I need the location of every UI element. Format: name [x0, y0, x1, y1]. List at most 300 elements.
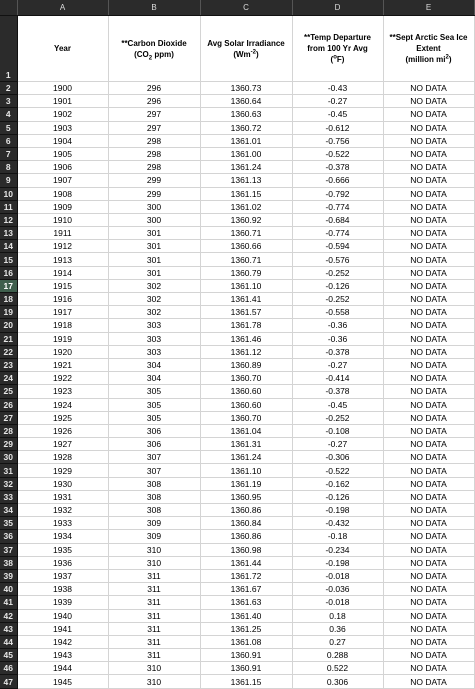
cell-year[interactable]: 1933 [17, 517, 108, 530]
header-temp-unit-pre: ( [330, 55, 334, 64]
cell-year[interactable]: 1927 [17, 438, 108, 451]
cell-year[interactable]: 1932 [17, 504, 108, 517]
cell-year[interactable]: 1924 [17, 398, 108, 411]
cell-solar[interactable]: 1361.00 [200, 147, 292, 160]
cell-ice[interactable]: NO DATA [383, 240, 474, 253]
cell-co2[interactable]: 310 [108, 556, 200, 569]
cell-temp[interactable]: -0.162 [292, 477, 383, 490]
cell-co2[interactable]: 301 [108, 266, 200, 279]
cell-co2[interactable]: 304 [108, 358, 200, 371]
row-number[interactable]: 41 [0, 596, 17, 609]
cell-temp[interactable]: -0.522 [292, 147, 383, 160]
cell-co2[interactable]: 307 [108, 464, 200, 477]
cell-co2[interactable]: 311 [108, 649, 200, 662]
cell-temp[interactable]: -0.018 [292, 596, 383, 609]
table-row [0, 213, 474, 226]
header-cell-temp[interactable] [292, 16, 383, 82]
cell-year[interactable]: 1910 [17, 213, 108, 226]
row-number[interactable]: 46 [0, 662, 17, 675]
cell-year[interactable]: 1938 [17, 583, 108, 596]
cell-year[interactable]: 1923 [17, 385, 108, 398]
row-number[interactable]: 28 [0, 424, 17, 437]
row-number[interactable]: 29 [0, 438, 17, 451]
cell-temp[interactable]: -0.252 [292, 293, 383, 306]
cell-solar[interactable]: 1360.60 [200, 398, 292, 411]
cell-solar[interactable]: 1361.08 [200, 635, 292, 648]
cell-co2[interactable]: 301 [108, 240, 200, 253]
cell-ice[interactable]: NO DATA [383, 345, 474, 358]
cell-year[interactable]: 1912 [17, 240, 108, 253]
cell-temp[interactable]: -0.198 [292, 504, 383, 517]
select-all-corner[interactable] [0, 0, 17, 16]
row-number[interactable]: 8 [0, 161, 17, 174]
cell-ice[interactable]: NO DATA [383, 266, 474, 279]
cell-co2[interactable]: 301 [108, 253, 200, 266]
cell-solar[interactable]: 1361.01 [200, 134, 292, 147]
cell-temp[interactable]: -0.774 [292, 227, 383, 240]
cell-temp[interactable]: -0.36 [292, 319, 383, 332]
cell-year[interactable]: 1929 [17, 464, 108, 477]
cell-year[interactable]: 1900 [17, 82, 108, 95]
cell-year[interactable]: 1906 [17, 161, 108, 174]
cell-temp[interactable]: -0.018 [292, 569, 383, 582]
cell-solar[interactable]: 1361.19 [200, 477, 292, 490]
cell-temp[interactable]: -0.252 [292, 266, 383, 279]
cell-solar[interactable]: 1360.64 [200, 95, 292, 108]
column-header-c[interactable]: C [200, 0, 292, 16]
cell-solar[interactable]: 1361.67 [200, 583, 292, 596]
cell-temp[interactable]: -0.27 [292, 358, 383, 371]
cell-solar[interactable]: 1361.10 [200, 279, 292, 292]
cell-temp[interactable]: 0.36 [292, 622, 383, 635]
cell-co2[interactable]: 302 [108, 293, 200, 306]
cell-solar[interactable]: 1360.95 [200, 490, 292, 503]
cell-temp[interactable]: -0.792 [292, 187, 383, 200]
cell-ice[interactable]: NO DATA [383, 464, 474, 477]
row-number[interactable]: 11 [0, 200, 17, 213]
row-number[interactable]: 19 [0, 306, 17, 319]
row-number[interactable]: 27 [0, 411, 17, 424]
cell-ice[interactable]: NO DATA [383, 504, 474, 517]
cell-co2[interactable]: 300 [108, 213, 200, 226]
cell-solar[interactable]: 1360.91 [200, 649, 292, 662]
cell-temp[interactable]: -0.45 [292, 398, 383, 411]
row-number[interactable]: 18 [0, 293, 17, 306]
row-number[interactable]: 17 [0, 279, 17, 292]
cell-year[interactable]: 1913 [17, 253, 108, 266]
cell-co2[interactable]: 305 [108, 398, 200, 411]
cell-year[interactable]: 1915 [17, 279, 108, 292]
cell-ice[interactable]: NO DATA [383, 213, 474, 226]
cell-solar[interactable]: 1360.89 [200, 358, 292, 371]
cell-temp[interactable]: -0.612 [292, 121, 383, 134]
cell-ice[interactable]: NO DATA [383, 583, 474, 596]
cell-temp[interactable]: -0.198 [292, 556, 383, 569]
cell-ice[interactable]: NO DATA [383, 82, 474, 95]
cell-ice[interactable]: NO DATA [383, 187, 474, 200]
header-ice-line2: Extent [416, 44, 441, 53]
cell-year[interactable]: 1908 [17, 187, 108, 200]
header-year-label: Year [54, 44, 71, 53]
row-number[interactable]: 36 [0, 530, 17, 543]
cell-solar[interactable]: 1361.25 [200, 622, 292, 635]
cell-solar[interactable]: 1361.10 [200, 464, 292, 477]
cell-temp[interactable]: -0.45 [292, 108, 383, 121]
cell-temp[interactable]: -0.252 [292, 411, 383, 424]
header-cell-ice[interactable] [383, 16, 474, 82]
column-header-a[interactable]: A [17, 0, 108, 16]
cell-co2[interactable]: 311 [108, 622, 200, 635]
cell-ice[interactable]: NO DATA [383, 649, 474, 662]
cell-ice[interactable]: NO DATA [383, 332, 474, 345]
cell-year[interactable]: 1903 [17, 121, 108, 134]
cell-solar[interactable]: 1361.24 [200, 451, 292, 464]
cell-ice[interactable]: NO DATA [383, 372, 474, 385]
cell-temp[interactable]: -0.43 [292, 82, 383, 95]
cell-year[interactable]: 1925 [17, 411, 108, 424]
row-number[interactable]: 45 [0, 649, 17, 662]
cell-temp[interactable]: -0.558 [292, 306, 383, 319]
cell-solar[interactable]: 1361.78 [200, 319, 292, 332]
cell-solar[interactable]: 1361.41 [200, 293, 292, 306]
row-number[interactable]: 5 [0, 121, 17, 134]
cell-ice[interactable]: NO DATA [383, 662, 474, 675]
cell-year[interactable]: 1940 [17, 609, 108, 622]
cell-ice[interactable]: NO DATA [383, 556, 474, 569]
cell-co2[interactable]: 302 [108, 279, 200, 292]
cell-temp[interactable]: -0.684 [292, 213, 383, 226]
cell-solar[interactable]: 1361.46 [200, 332, 292, 345]
cell-year[interactable]: 1921 [17, 358, 108, 371]
cell-ice[interactable]: NO DATA [383, 451, 474, 464]
row-number[interactable]: 13 [0, 227, 17, 240]
row-number[interactable]: 10 [0, 187, 17, 200]
cell-solar[interactable]: 1360.86 [200, 504, 292, 517]
header-cell-co2[interactable] [108, 16, 200, 82]
cell-temp[interactable]: -0.576 [292, 253, 383, 266]
row-number[interactable]: 38 [0, 556, 17, 569]
table-row [0, 569, 474, 582]
cell-ice[interactable]: NO DATA [383, 161, 474, 174]
row-number[interactable]: 35 [0, 517, 17, 530]
cell-co2[interactable]: 298 [108, 161, 200, 174]
row-number[interactable]: 44 [0, 635, 17, 648]
row-number[interactable]: 31 [0, 464, 17, 477]
cell-solar[interactable]: 1360.91 [200, 662, 292, 675]
row-number[interactable]: 3 [0, 95, 17, 108]
table-row [0, 662, 474, 675]
cell-year[interactable]: 1936 [17, 556, 108, 569]
cell-year[interactable]: 1905 [17, 147, 108, 160]
cell-solar[interactable]: 1360.71 [200, 227, 292, 240]
row-number[interactable]: 43 [0, 622, 17, 635]
cell-solar[interactable]: 1360.92 [200, 213, 292, 226]
cell-temp[interactable]: 0.288 [292, 649, 383, 662]
cell-co2[interactable]: 308 [108, 477, 200, 490]
cell-co2[interactable]: 304 [108, 372, 200, 385]
cell-ice[interactable]: NO DATA [383, 253, 474, 266]
row-number[interactable]: 33 [0, 490, 17, 503]
cell-co2[interactable]: 308 [108, 490, 200, 503]
cell-co2[interactable]: 306 [108, 424, 200, 437]
cell-solar[interactable]: 1361.04 [200, 424, 292, 437]
row-number[interactable]: 12 [0, 213, 17, 226]
cell-temp[interactable]: -0.432 [292, 517, 383, 530]
cell-co2[interactable]: 298 [108, 134, 200, 147]
cell-temp[interactable]: -0.378 [292, 345, 383, 358]
cell-temp[interactable]: -0.108 [292, 424, 383, 437]
cell-ice[interactable]: NO DATA [383, 227, 474, 240]
cell-co2[interactable]: 297 [108, 108, 200, 121]
cell-temp[interactable]: -0.306 [292, 451, 383, 464]
header-solar-unit-post: ) [256, 49, 259, 59]
cell-year[interactable]: 1922 [17, 372, 108, 385]
cell-co2[interactable]: 311 [108, 635, 200, 648]
cell-temp[interactable]: 0.18 [292, 609, 383, 622]
cell-co2[interactable]: 310 [108, 675, 200, 688]
cell-year[interactable]: 1945 [17, 675, 108, 688]
cell-temp[interactable]: -0.36 [292, 332, 383, 345]
cell-solar[interactable]: 1361.31 [200, 438, 292, 451]
row-number[interactable]: 2 [0, 82, 17, 95]
cell-ice[interactable]: NO DATA [383, 530, 474, 543]
table-row [0, 121, 474, 134]
cell-co2[interactable]: 301 [108, 227, 200, 240]
table-row [0, 635, 474, 648]
cell-solar[interactable]: 1361.02 [200, 200, 292, 213]
cell-solar[interactable]: 1360.72 [200, 121, 292, 134]
row-number[interactable]: 14 [0, 240, 17, 253]
table-header-row [0, 16, 474, 82]
cell-year[interactable]: 1926 [17, 424, 108, 437]
row-number[interactable]: 1 [0, 16, 17, 82]
cell-year[interactable]: 1944 [17, 662, 108, 675]
cell-co2[interactable]: 306 [108, 438, 200, 451]
cell-co2[interactable]: 297 [108, 121, 200, 134]
cell-temp[interactable]: -0.414 [292, 372, 383, 385]
column-header-e[interactable]: E [383, 0, 474, 16]
cell-ice[interactable]: NO DATA [383, 147, 474, 160]
cell-year[interactable]: 1919 [17, 332, 108, 345]
row-number[interactable]: 47 [0, 675, 17, 688]
cell-ice[interactable]: NO DATA [383, 95, 474, 108]
cell-co2[interactable]: 299 [108, 174, 200, 187]
cell-ice[interactable]: NO DATA [383, 358, 474, 371]
cell-ice[interactable]: NO DATA [383, 293, 474, 306]
cell-ice[interactable]: NO DATA [383, 319, 474, 332]
cell-ice[interactable]: NO DATA [383, 108, 474, 121]
cell-ice[interactable]: NO DATA [383, 477, 474, 490]
cell-solar[interactable]: 1360.79 [200, 266, 292, 279]
cell-co2[interactable]: 296 [108, 95, 200, 108]
cell-solar[interactable]: 1361.24 [200, 161, 292, 174]
cell-temp[interactable]: 0.306 [292, 675, 383, 688]
cell-ice[interactable]: NO DATA [383, 490, 474, 503]
row-number[interactable]: 9 [0, 174, 17, 187]
cell-year[interactable]: 1901 [17, 95, 108, 108]
cell-year[interactable]: 1941 [17, 622, 108, 635]
cell-year[interactable]: 1935 [17, 543, 108, 556]
cell-solar[interactable]: 1361.63 [200, 596, 292, 609]
column-header-b[interactable]: B [108, 0, 200, 16]
cell-temp[interactable]: -0.378 [292, 385, 383, 398]
row-number[interactable]: 15 [0, 253, 17, 266]
cell-ice[interactable]: NO DATA [383, 517, 474, 530]
cell-ice[interactable]: NO DATA [383, 200, 474, 213]
row-number[interactable]: 23 [0, 358, 17, 371]
cell-co2[interactable]: 309 [108, 517, 200, 530]
cell-temp[interactable]: -0.27 [292, 95, 383, 108]
cell-year[interactable]: 1914 [17, 266, 108, 279]
cell-ice[interactable]: NO DATA [383, 398, 474, 411]
row-number[interactable]: 16 [0, 266, 17, 279]
cell-temp[interactable]: -0.666 [292, 174, 383, 187]
cell-ice[interactable]: NO DATA [383, 543, 474, 556]
cell-temp[interactable]: 0.27 [292, 635, 383, 648]
cell-co2[interactable]: 299 [108, 187, 200, 200]
cell-solar[interactable]: 1361.12 [200, 345, 292, 358]
cell-co2[interactable]: 298 [108, 147, 200, 160]
cell-temp[interactable]: -0.234 [292, 543, 383, 556]
cell-year[interactable]: 1939 [17, 596, 108, 609]
cell-year[interactable]: 1916 [17, 293, 108, 306]
cell-solar[interactable]: 1360.60 [200, 385, 292, 398]
cell-co2[interactable]: 310 [108, 543, 200, 556]
cell-solar[interactable]: 1361.15 [200, 187, 292, 200]
cell-year[interactable]: 1904 [17, 134, 108, 147]
row-number[interactable]: 7 [0, 147, 17, 160]
cell-solar[interactable]: 1361.44 [200, 556, 292, 569]
cell-solar[interactable]: 1360.73 [200, 82, 292, 95]
cell-ice[interactable]: NO DATA [383, 596, 474, 609]
row-number[interactable]: 22 [0, 345, 17, 358]
row-number[interactable]: 40 [0, 583, 17, 596]
row-number[interactable]: 25 [0, 385, 17, 398]
cell-temp[interactable]: -0.126 [292, 279, 383, 292]
row-number[interactable]: 21 [0, 332, 17, 345]
cell-ice[interactable]: NO DATA [383, 174, 474, 187]
cell-year[interactable]: 1934 [17, 530, 108, 543]
cell-temp[interactable]: -0.126 [292, 490, 383, 503]
cell-ice[interactable]: NO DATA [383, 622, 474, 635]
header-cell-year[interactable] [17, 16, 108, 82]
cell-ice[interactable]: NO DATA [383, 306, 474, 319]
cell-year[interactable]: 1931 [17, 490, 108, 503]
cell-solar[interactable]: 1360.98 [200, 543, 292, 556]
cell-temp[interactable]: -0.27 [292, 438, 383, 451]
cell-year[interactable]: 1902 [17, 108, 108, 121]
cell-year[interactable]: 1920 [17, 345, 108, 358]
cell-solar[interactable]: 1361.72 [200, 569, 292, 582]
cell-co2[interactable]: 310 [108, 662, 200, 675]
row-number[interactable]: 26 [0, 398, 17, 411]
cell-co2[interactable]: 311 [108, 569, 200, 582]
cell-ice[interactable]: NO DATA [383, 411, 474, 424]
cell-ice[interactable]: NO DATA [383, 675, 474, 688]
cell-temp[interactable]: -0.036 [292, 583, 383, 596]
cell-solar[interactable]: 1361.13 [200, 174, 292, 187]
cell-co2[interactable]: 303 [108, 345, 200, 358]
cell-year[interactable]: 1942 [17, 635, 108, 648]
cell-year[interactable]: 1930 [17, 477, 108, 490]
cell-ice[interactable]: NO DATA [383, 385, 474, 398]
table-row [0, 358, 474, 371]
cell-year[interactable]: 1917 [17, 306, 108, 319]
cell-ice[interactable]: NO DATA [383, 635, 474, 648]
cell-solar[interactable]: 1360.84 [200, 517, 292, 530]
cell-solar[interactable]: 1360.63 [200, 108, 292, 121]
cell-co2[interactable]: 296 [108, 82, 200, 95]
cell-temp[interactable]: -0.378 [292, 161, 383, 174]
cell-solar[interactable]: 1360.71 [200, 253, 292, 266]
cell-co2[interactable]: 303 [108, 319, 200, 332]
header-temp-line3 [293, 54, 383, 65]
cell-co2[interactable]: 300 [108, 200, 200, 213]
cell-year[interactable]: 1918 [17, 319, 108, 332]
cell-co2[interactable]: 311 [108, 609, 200, 622]
row-number[interactable]: 32 [0, 477, 17, 490]
cell-temp[interactable]: -0.774 [292, 200, 383, 213]
cell-year[interactable]: 1943 [17, 649, 108, 662]
cell-year[interactable]: 1909 [17, 200, 108, 213]
cell-co2[interactable]: 308 [108, 504, 200, 517]
row-number[interactable]: 24 [0, 372, 17, 385]
cell-co2[interactable]: 305 [108, 411, 200, 424]
cell-solar[interactable]: 1360.66 [200, 240, 292, 253]
row-number[interactable]: 34 [0, 504, 17, 517]
row-number[interactable]: 37 [0, 543, 17, 556]
cell-solar[interactable]: 1361.15 [200, 675, 292, 688]
cell-co2[interactable]: 305 [108, 385, 200, 398]
cell-co2[interactable]: 307 [108, 451, 200, 464]
cell-temp[interactable]: -0.522 [292, 464, 383, 477]
row-number[interactable]: 42 [0, 609, 17, 622]
cell-solar[interactable]: 1360.70 [200, 411, 292, 424]
cell-temp[interactable]: -0.756 [292, 134, 383, 147]
cell-ice[interactable]: NO DATA [383, 609, 474, 622]
cell-year[interactable]: 1911 [17, 227, 108, 240]
cell-co2[interactable]: 309 [108, 530, 200, 543]
cell-ice[interactable]: NO DATA [383, 134, 474, 147]
cell-year[interactable]: 1937 [17, 569, 108, 582]
cell-solar[interactable]: 1360.86 [200, 530, 292, 543]
cell-ice[interactable]: NO DATA [383, 438, 474, 451]
header-cell-solar[interactable] [200, 16, 292, 82]
cell-co2[interactable]: 311 [108, 596, 200, 609]
cell-year[interactable]: 1928 [17, 451, 108, 464]
row-number[interactable]: 20 [0, 319, 17, 332]
cell-temp[interactable]: -0.18 [292, 530, 383, 543]
cell-temp[interactable]: 0.522 [292, 662, 383, 675]
cell-solar[interactable]: 1361.57 [200, 306, 292, 319]
column-header-d[interactable]: D [292, 0, 383, 16]
row-number[interactable]: 39 [0, 569, 17, 582]
cell-solar[interactable]: 1360.70 [200, 372, 292, 385]
row-number[interactable]: 30 [0, 451, 17, 464]
row-number[interactable]: 4 [0, 108, 17, 121]
cell-solar[interactable]: 1361.40 [200, 609, 292, 622]
row-number[interactable]: 6 [0, 134, 17, 147]
cell-ice[interactable]: NO DATA [383, 121, 474, 134]
cell-co2[interactable]: 302 [108, 306, 200, 319]
cell-temp[interactable]: -0.594 [292, 240, 383, 253]
cell-co2[interactable]: 303 [108, 332, 200, 345]
cell-ice[interactable]: NO DATA [383, 424, 474, 437]
cell-year[interactable]: 1907 [17, 174, 108, 187]
cell-co2[interactable]: 311 [108, 583, 200, 596]
cell-ice[interactable]: NO DATA [383, 279, 474, 292]
cell-ice[interactable]: NO DATA [383, 569, 474, 582]
